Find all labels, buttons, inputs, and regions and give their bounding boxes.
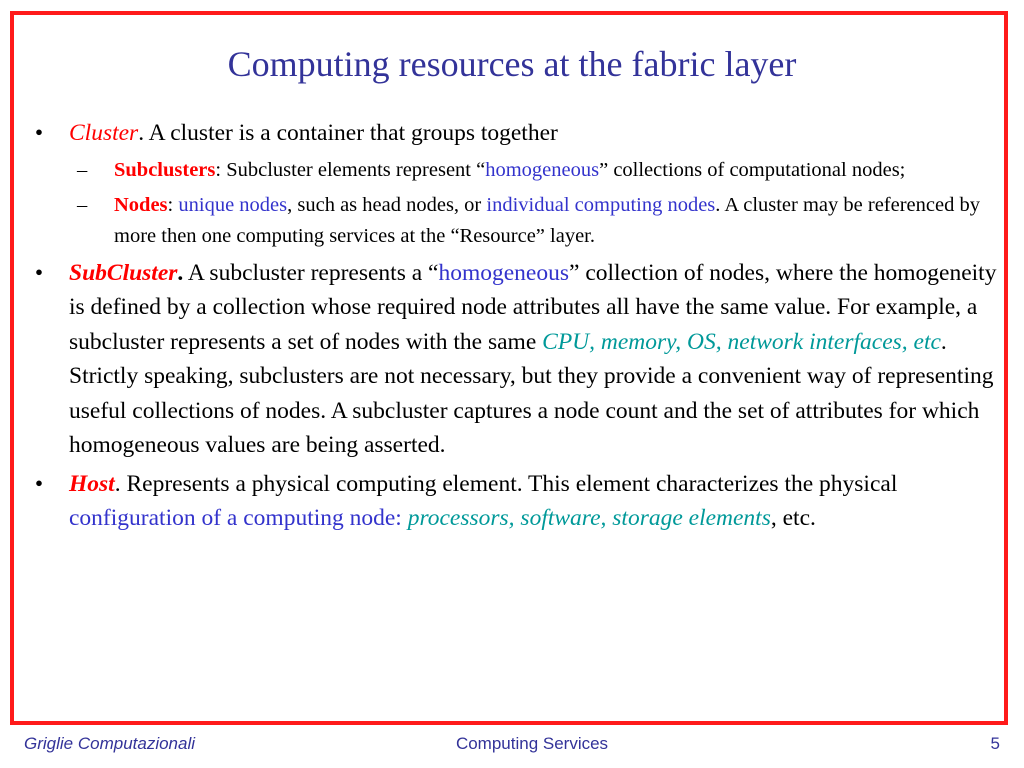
sub-bullet-subclusters <box>27 155 999 186</box>
bullet-subcluster <box>27 256 999 463</box>
dash-marker: – <box>77 193 88 216</box>
subcluster-text-1: A subcluster represents a “ <box>183 259 439 286</box>
slide-title: Computing resources at the fabric layer <box>227 44 797 84</box>
nodes-term: Nodes <box>114 193 168 216</box>
subcluster-highlight-1: homogeneous <box>438 259 570 286</box>
subclusters-highlight: homogeneous <box>485 158 600 181</box>
subclusters-text-2: ” collections of computational nodes; <box>599 158 906 181</box>
host-highlight-2: processors, software, storage elements <box>407 505 771 531</box>
host-term: Host <box>69 470 115 497</box>
sub-bullet-nodes <box>27 190 999 252</box>
nodes-highlight-2: individual computing nodes <box>486 193 716 216</box>
slide-content <box>27 116 999 540</box>
nodes-text-1: : <box>167 193 179 216</box>
nodes-text-3: . A cluster may be referenced by more then one computing services at the “Resource” layer. <box>114 193 980 247</box>
cluster-term: Cluster <box>69 120 139 146</box>
footer-section-name: Computing Services <box>455 734 609 753</box>
host-text-1: . Represents a physical computing element. This element characterizes the physical <box>114 470 898 497</box>
subcluster-term: SubCluster <box>69 259 178 286</box>
subcluster-highlight-2: CPU, memory, OS, network interfaces, etc <box>542 328 941 355</box>
host-text-2: , etc. <box>770 505 816 531</box>
bullet-host <box>27 467 999 536</box>
subclusters-text-1: : Subcluster elements represent “ <box>215 158 486 181</box>
nodes-highlight-1: unique nodes <box>178 193 288 216</box>
dash-marker: – <box>77 158 88 181</box>
bullet-marker: • <box>34 259 44 286</box>
nodes-text-2: , such as head nodes, or <box>287 193 487 216</box>
subcluster-text-2: ” collection of nodes, where the homogeneity is defined by a collection whose required node attributes all have the same value. For example, a subcluster represents a set of nodes with the same <box>69 259 997 355</box>
footer-course-name: Griglie Computazionali <box>24 734 196 753</box>
host-highlight-1: configuration of a computing node: <box>69 505 408 531</box>
cluster-text: . A cluster is a container that groups together <box>138 120 558 146</box>
footer-page-number: 5 <box>990 734 1000 753</box>
bullet-marker: • <box>34 120 44 146</box>
subcluster-term-dot: . <box>177 259 184 286</box>
bullet-marker: • <box>34 470 44 497</box>
bullet-cluster <box>27 116 999 151</box>
subcluster-text-3: . Strictly speaking, subclusters are not necessary, but they provide a convenient way of representing useful collections of nodes. A subcluster captures a node count and the set of attributes for which homogeneous values are being asserted. <box>69 328 994 458</box>
subclusters-term: Subclusters <box>114 158 216 181</box>
